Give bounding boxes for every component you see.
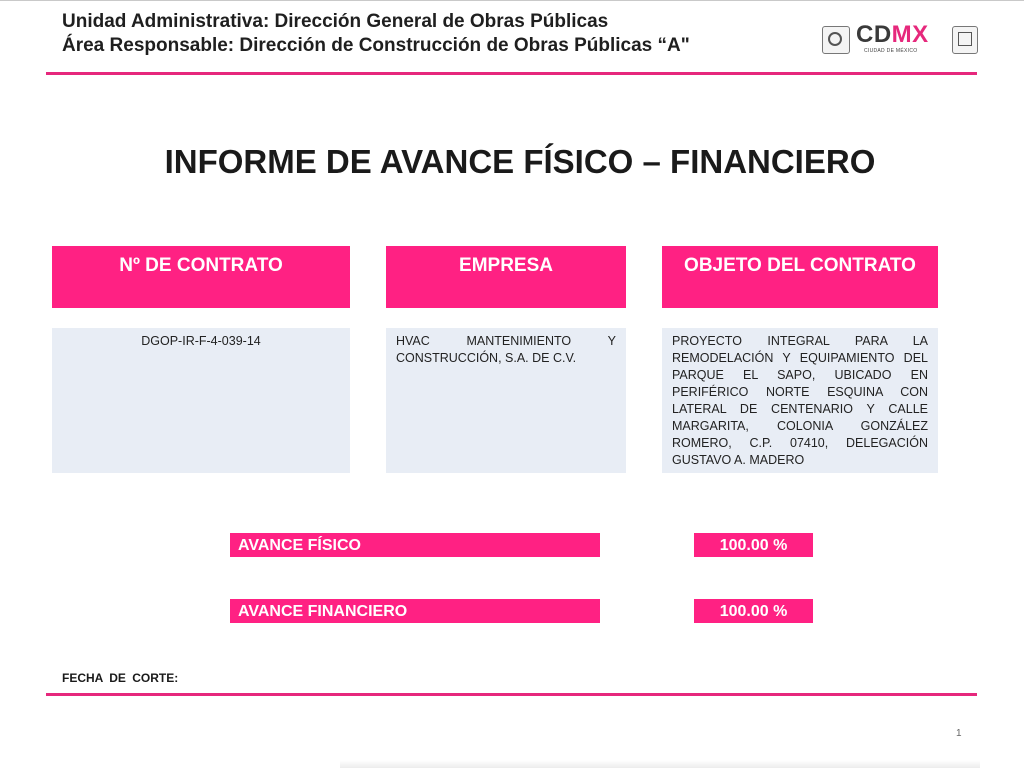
avance-financiero-label: AVANCE FINANCIERO <box>230 599 600 623</box>
page-shadow <box>340 760 980 768</box>
header-text <box>62 10 690 58</box>
government-emblem-icon <box>952 26 978 54</box>
fecha-de-corte-label: FECHA DE CORTE: <box>62 671 179 685</box>
area-responsable-line: Área Responsable: Dirección de Construcción de Obras Públicas “A" <box>62 35 690 56</box>
footer-divider <box>46 693 977 696</box>
avance-fisico-value: 100.00 % <box>694 533 813 557</box>
cdmx-logo <box>856 21 929 49</box>
cdmx-logo-cd: CD <box>856 21 892 48</box>
contract-object-header: OBJETO DEL CONTRATO <box>662 246 938 308</box>
header-divider <box>46 72 977 75</box>
unidad-administrativa-line: Unidad Administrativa: Dirección General de Obras Públicas <box>62 11 609 32</box>
contract-number-header: Nº DE CONTRATO <box>52 246 350 308</box>
report-title: INFORME DE AVANCE FÍSICO – FINANCIERO <box>164 143 876 180</box>
contract-number-cell: DGOP-IR-F-4-039-14 <box>52 328 350 473</box>
cdmx-logo-mx: MX <box>891 21 929 48</box>
avance-financiero-value: 100.00 % <box>694 599 813 623</box>
avance-fisico-label: AVANCE FÍSICO <box>230 533 600 557</box>
page-number: 1 <box>956 728 962 739</box>
company-header: EMPRESA <box>386 246 626 308</box>
cdmx-logo-subtitle: CIUDAD DE MÉXICO <box>864 48 918 54</box>
company-cell: HVAC MANTENIMIENTO Y CONSTRUCCIÓN, S.A. DE C.V. <box>386 328 626 473</box>
top-border <box>0 0 1024 1</box>
city-seal-icon <box>822 26 850 54</box>
contract-object-cell: PROYECTO INTEGRAL PARA LA REMODELACIÓN Y EQUIPAMIENTO DEL PARQUE EL SAPO, UBICADO EN PERIFÉRICO NORTE ESQUINA CON LATERAL DE CENTENARIO Y CALLE MARGARITA, COLONIA GONZÁLEZ ROMERO, C.P. 07410, DELEGACIÓN GUSTAVO A. MADERO <box>662 328 938 473</box>
